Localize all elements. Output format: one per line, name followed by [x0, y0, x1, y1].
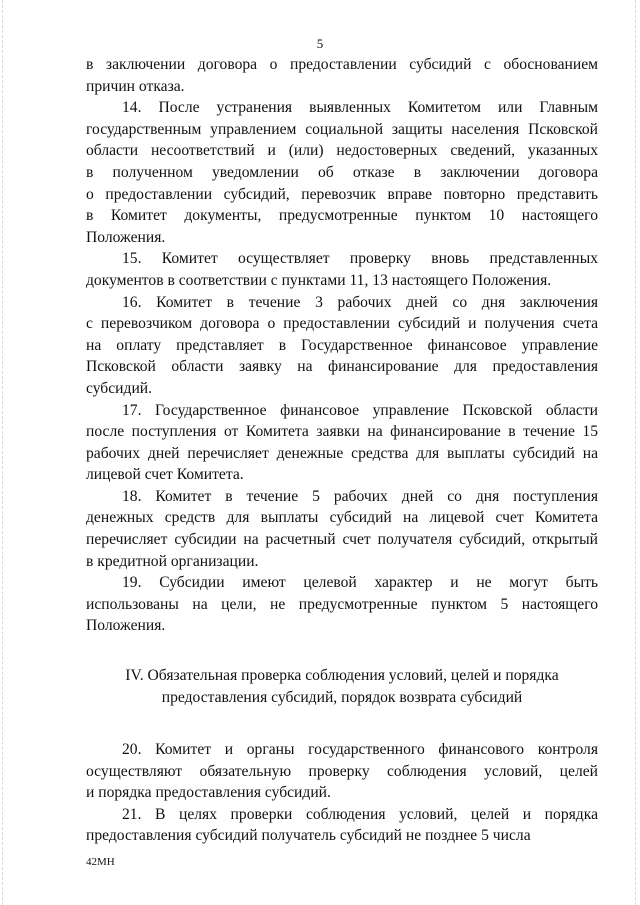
paragraph-line: 17. Государственное финансовое управление Псковской области	[122, 401, 598, 419]
paragraph-p19	[86, 572, 598, 637]
paragraph-p15	[86, 248, 598, 291]
paragraph-line: субсидий.	[86, 379, 153, 397]
paragraph-line: Псковской области заявку на финансирование для предоставления	[86, 358, 598, 376]
paragraph-line: Положения.	[86, 617, 166, 635]
paragraph-line: в заключении договора о предоставлении субсидий с обоснованием	[86, 56, 598, 73]
section-heading-line-2: предоставления субсидий, порядок возврата субсидий	[161, 689, 523, 707]
paragraph-line: о предоставлении субсидий, перевозчик вправе повторно представить	[86, 185, 598, 203]
paragraph-p16	[86, 292, 598, 400]
paragraph-line: причин отказа.	[86, 77, 185, 95]
section-heading-line-1: IV. Обязательная проверка соблюдения условий, целей и порядка	[125, 667, 559, 685]
paragraph-line: 21. В целях проверки соблюдения условий, целей и порядка	[122, 805, 598, 823]
paragraph-line: 18. Комитет в течение 5 рабочих дней со дня поступления	[122, 487, 598, 505]
paragraph-line: 16. Комитет в течение 3 рабочих дней со дня заключения	[122, 293, 598, 311]
paragraph-line: осуществляют обязательную проверку соблюдения условий, целей	[86, 762, 598, 780]
paragraph-line: использованы на цели, не предусмотренные пунктом 5 настоящего	[86, 595, 598, 613]
paragraph-line: после поступления от Комитета заявки на финансирование в течение 15	[86, 423, 598, 441]
paragraph-p18	[86, 486, 598, 572]
scan-left-edge	[2, 0, 4, 905]
paragraph-p13-cont	[86, 54, 598, 97]
document-code: 42МН	[86, 856, 115, 868]
paragraph-line: государственным управлением социальной защиты населения Псковской	[86, 120, 598, 138]
paragraph-line: в Комитет документы, предусмотренные пунктом 10 настоящего	[86, 207, 598, 225]
paragraph-line: предоставления субсидий получатель субсидий не позднее 5 числа	[86, 827, 531, 845]
paragraph-line: и порядка предоставления субсидий.	[86, 784, 331, 802]
paragraph-line: на оплату представляет в Государственное финансовое управление	[86, 336, 598, 354]
scan-right-edge	[635, 0, 637, 905]
paragraph-line: Положения.	[86, 228, 166, 246]
document-body	[86, 54, 598, 847]
paragraph-line: перечисляет субсидии на расчетный счет получателя субсидий, открытый	[86, 531, 598, 549]
page-number: 5	[316, 36, 324, 51]
section-heading	[86, 665, 598, 709]
paragraph-line: области несоответствий и (или) недостоверных сведений, указанных	[86, 142, 598, 160]
paragraph-line: лицевой счет Комитета.	[86, 466, 244, 484]
paragraph-line: денежных средств для выплаты субсидий на лицевой счет Комитета	[86, 509, 598, 527]
paragraph-line: с перевозчиком договора о предоставлении субсидий и получения счета	[86, 315, 598, 333]
paragraph-line: в кредитной организации.	[86, 552, 259, 570]
paragraph-line: 20. Комитет и органы государственного финансового контроля	[122, 741, 598, 759]
paragraph-line: рабочих дней перечисляет денежные средства для выплаты субсидий на	[86, 444, 598, 462]
paragraphs-before-heading	[86, 54, 598, 637]
paragraph-line: 14. После устранения выявленных Комитетом или Главным	[122, 99, 598, 117]
paragraph-p21	[86, 804, 598, 847]
paragraph-line: документов в соответствии с пунктами 11, 13 настоящего Положения.	[86, 271, 552, 289]
paragraph-line: 19. Субсидии имеют целевой характер и не могут быть	[122, 574, 598, 592]
paragraph-line: 15. Комитет осуществляет проверку вновь представленных	[122, 250, 598, 268]
paragraphs-after-heading	[86, 739, 598, 847]
paragraph-line: в полученном уведомлении об отказе в заключении договора	[86, 163, 598, 181]
paragraph-p14	[86, 97, 598, 248]
paragraph-p17	[86, 400, 598, 486]
paragraph-p20	[86, 739, 598, 804]
